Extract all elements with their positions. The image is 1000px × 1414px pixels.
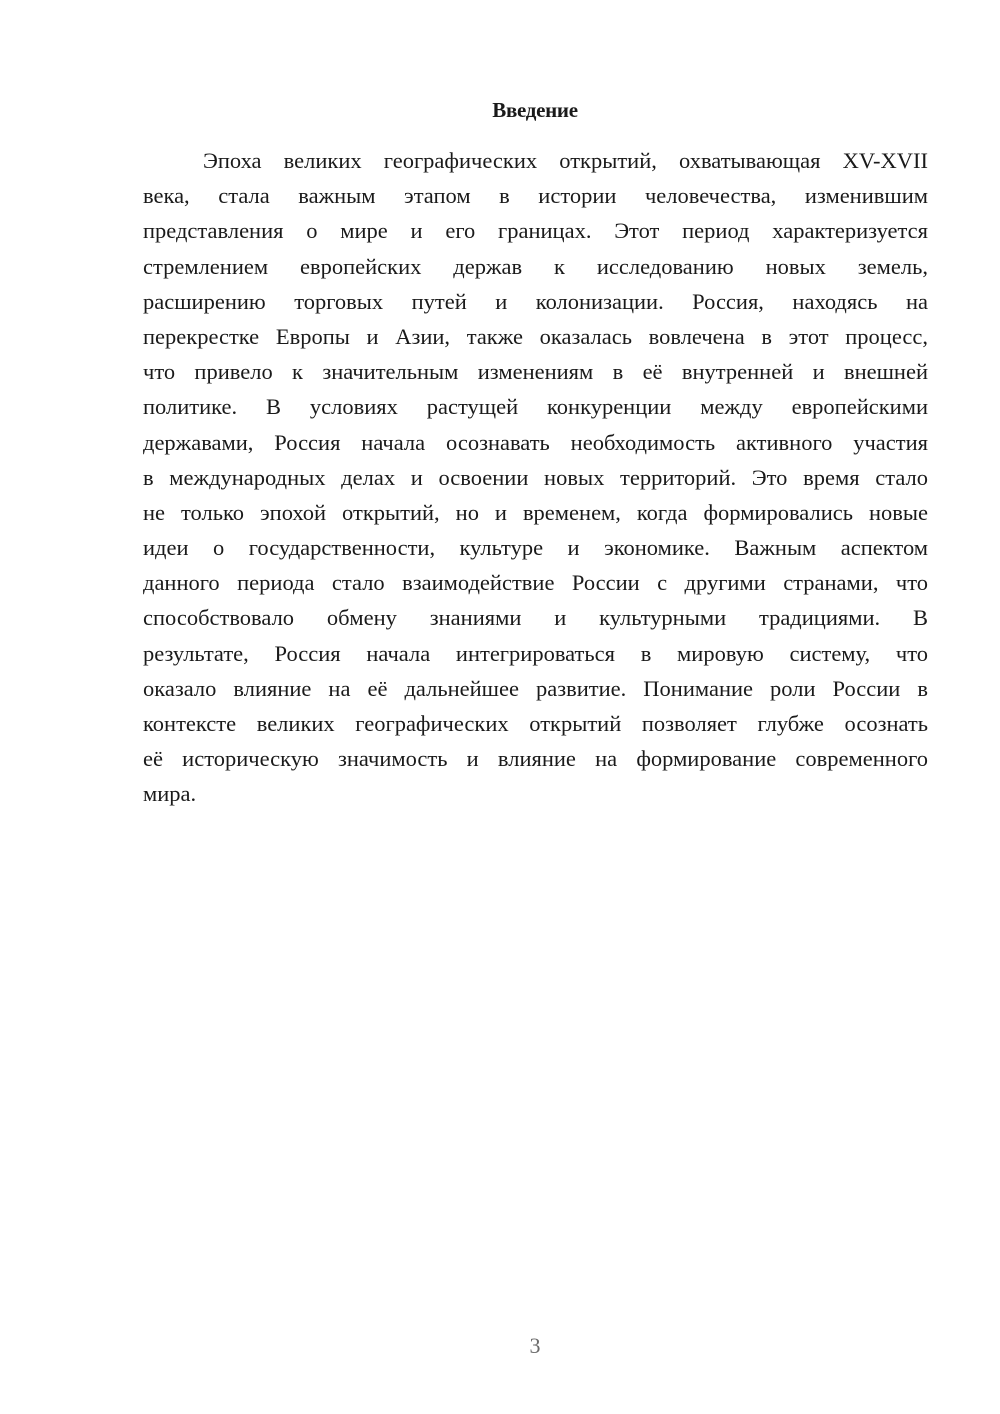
paragraph-line: представления о мире и его границах. Этот период характеризуется xyxy=(143,218,928,244)
paragraph-line: Эпоха великих географических открытий, охватывающая XV-XVII xyxy=(203,148,928,173)
paragraph-line: оказало влияние на её дальнейшее развитие. Понимание роли России в xyxy=(143,675,928,701)
paragraph-line: перекрестке Европы и Азии, также оказалась вовлечена в этот процесс, xyxy=(143,323,928,349)
paragraph-line: контексте великих географических открытий позволяет глубже осознать xyxy=(143,711,928,736)
paragraph-line: в международных делах и освоении новых территорий. Это время стало xyxy=(143,464,928,490)
paragraph-line: способствовало обмену знаниями и культурными традициями. В xyxy=(143,605,928,631)
paragraph-line: мира. xyxy=(143,781,197,807)
paragraph-line: не только эпохой открытий, но и временем, когда формировались новые xyxy=(143,499,928,525)
paragraph-line: её историческую значимость и влияние на формирование современного xyxy=(143,746,928,772)
section-heading: Введение xyxy=(492,98,578,122)
page-number: 3 xyxy=(529,1333,541,1358)
paragraph-line: расширению торговых путей и колонизации. Россия, находясь на xyxy=(143,288,928,314)
paragraph-line: данного периода стало взаимодействие России с другими странами, что xyxy=(143,570,928,596)
paragraph-line: политике. В условиях растущей конкуренции между европейскими xyxy=(143,394,928,420)
paragraph-line: стремлением европейских держав к исследованию новых земель, xyxy=(143,253,928,279)
introduction-paragraph xyxy=(143,143,928,812)
paragraph-line: результате, Россия начала интегрироваться в мировую систему, что xyxy=(143,640,928,666)
paragraph-line: что привело к значительным изменениям в её внутренней и внешней xyxy=(143,359,928,385)
paragraph-line: державами, Россия начала осознавать необходимость активного участия xyxy=(143,429,928,455)
paragraph-line: идеи о государственности, культуре и экономике. Важным аспектом xyxy=(143,535,928,561)
paragraph-line: века, стала важным этапом в истории человечества, изменившим xyxy=(143,183,928,209)
